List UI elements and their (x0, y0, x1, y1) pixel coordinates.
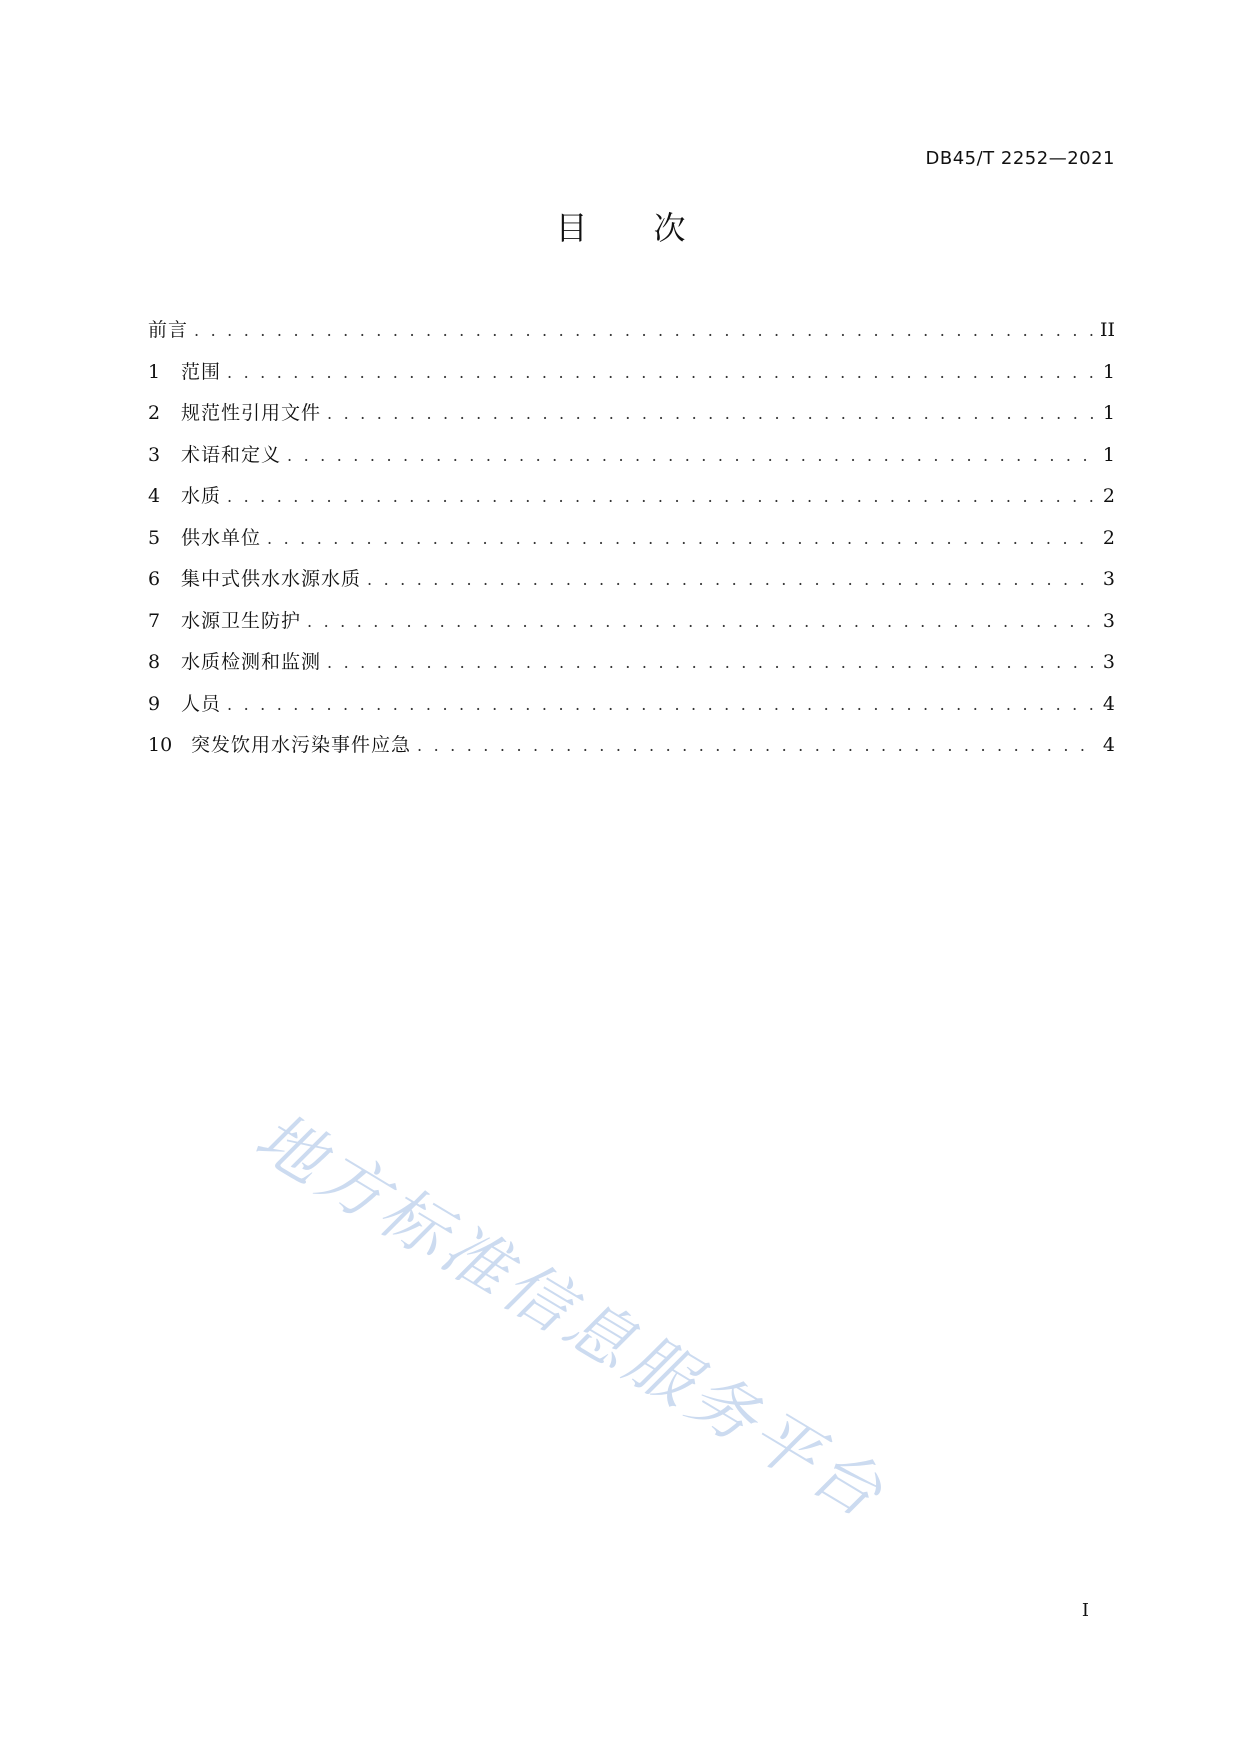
toc-entry-number: 5 (148, 526, 161, 549)
toc-entry-10[interactable] (148, 733, 1115, 775)
toc-leader-dots (287, 444, 1095, 468)
toc-entry-foreword[interactable] (148, 318, 1115, 360)
toc-entry-number: 4 (148, 485, 161, 507)
toc-entry-page: 3 (1102, 651, 1115, 673)
toc-entry-5[interactable] (148, 526, 1115, 568)
toc-entry-label: 前言 (148, 319, 189, 341)
toc-entry-label: 水质 (181, 485, 222, 507)
toc-entry-page: 2 (1102, 526, 1115, 549)
toc-entry-6[interactable] (148, 567, 1115, 609)
toc-entry-number: 9 (148, 692, 161, 715)
toc-leader-dots (227, 693, 1095, 717)
toc-entry-label: 水质检测和监测 (181, 651, 322, 673)
toc-entry-4[interactable] (148, 484, 1115, 526)
toc-entry-page: 1 (1102, 402, 1115, 424)
toc-entry-number: 1 (148, 360, 161, 383)
watermark: 地方标准信息服务平台 (242, 1097, 900, 1535)
page-title (0, 203, 1241, 249)
table-of-contents (148, 318, 1115, 775)
toc-leader-dots (227, 361, 1095, 385)
toc-entry-page: 3 (1102, 609, 1115, 632)
toc-entry-page: II (1099, 319, 1115, 341)
toc-entry-number: 8 (148, 651, 161, 673)
toc-entry-1[interactable] (148, 360, 1115, 402)
document-code: DB45/T 2252—2021 (925, 148, 1115, 169)
toc-leader-dots (367, 568, 1095, 592)
toc-leader-dots (327, 402, 1095, 426)
toc-entry-label: 规范性引用文件 (181, 402, 322, 424)
toc-entry-8[interactable] (148, 650, 1115, 692)
toc-leader-dots (227, 485, 1095, 509)
page-number: I (1081, 1600, 1089, 1621)
toc-entry-2[interactable] (148, 401, 1115, 443)
toc-leader-dots (267, 527, 1095, 551)
toc-entry-page: 3 (1102, 568, 1115, 590)
toc-leader-dots (194, 319, 1094, 343)
toc-entry-label: 范围 (181, 360, 222, 383)
toc-entry-label: 水源卫生防护 (181, 609, 302, 632)
toc-entry-label: 术语和定义 (181, 443, 282, 466)
toc-leader-dots (327, 651, 1095, 675)
toc-entry-3[interactable] (148, 443, 1115, 485)
toc-entry-number: 7 (148, 609, 161, 632)
toc-entry-number: 3 (148, 443, 161, 466)
toc-entry-label: 集中式供水水源水质 (181, 568, 362, 590)
toc-entry-7[interactable] (148, 609, 1115, 651)
toc-entry-page: 1 (1102, 443, 1115, 466)
toc-leader-dots (417, 734, 1095, 758)
toc-entry-page: 1 (1102, 360, 1115, 383)
toc-entry-number: 10 (148, 734, 173, 756)
toc-entry-page: 4 (1102, 692, 1115, 715)
toc-entry-page: 4 (1102, 734, 1115, 756)
toc-entry-9[interactable] (148, 692, 1115, 734)
toc-entry-number: 2 (148, 402, 161, 424)
title-char-2: 次 (653, 209, 686, 247)
toc-entry-number: 6 (148, 568, 161, 590)
toc-entry-label: 突发饮用水污染事件应急 (191, 734, 412, 756)
toc-entry-label: 供水单位 (181, 526, 262, 549)
toc-entry-page: 2 (1102, 485, 1115, 507)
title-char-1: 目 (555, 209, 588, 247)
toc-entry-label: 人员 (181, 692, 222, 715)
toc-leader-dots (307, 610, 1095, 634)
